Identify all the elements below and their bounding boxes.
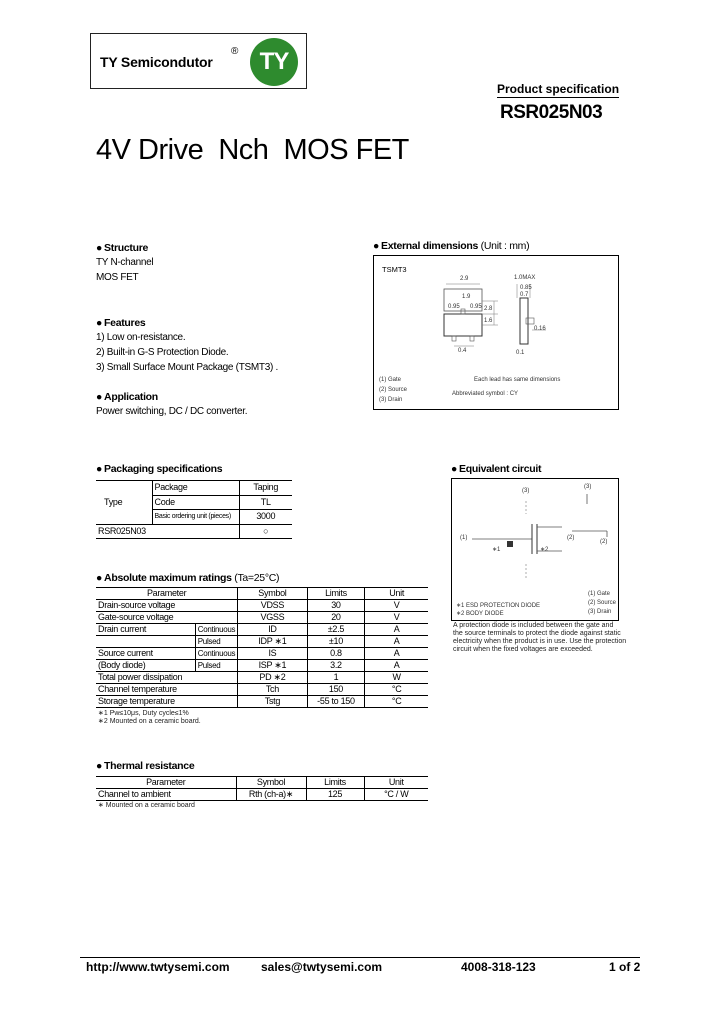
thermal-heading: ● Thermal resistance — [96, 760, 195, 772]
table-cell: 1 — [307, 672, 365, 684]
table-cell: VDSS — [238, 600, 307, 612]
lead-note: Each lead has same dimensions — [474, 377, 561, 383]
dimension-label: 2.8 — [484, 306, 493, 312]
abs-max-table — [96, 587, 428, 708]
table-cell: Drain-source voltage — [98, 600, 176, 610]
table-cell: °C — [365, 684, 428, 696]
table-cell: V — [365, 600, 428, 612]
feature-item: 3) Small Surface Mount Package (TSMT3) . — [96, 362, 278, 373]
table-cell: Storage temperature — [98, 696, 175, 706]
table-cell: Package — [152, 481, 239, 496]
table-cell: V — [365, 612, 428, 624]
feature-item: 2) Built-in G-S Protection Diode. — [96, 347, 229, 358]
packaging-heading: ● Packaging specifications — [96, 463, 223, 475]
abs-max-heading: ● Absolute maximum ratings (Ta=25°C) — [96, 572, 280, 584]
column-header: Parameter — [146, 588, 187, 598]
column-header: Unit — [364, 777, 428, 789]
column-header: Parameter — [146, 777, 186, 787]
table-cell: 20 — [307, 612, 365, 624]
table-cell: TL — [239, 495, 292, 510]
abs-max-footnote: ∗2 Mounted on a ceramic board. — [98, 718, 201, 725]
circuit-note-line: circuit when the fixed voltages are exceeded. — [453, 646, 593, 653]
dimensions-panel — [373, 255, 619, 410]
registered-mark: ® — [231, 46, 239, 57]
table-cell: (Body diode) — [98, 660, 146, 670]
table-cell: Source current — [98, 648, 153, 658]
pin-label: (1) Gate — [379, 377, 402, 383]
structure-heading: ● Structure — [96, 242, 149, 254]
table-row — [96, 660, 428, 672]
table-row — [96, 612, 428, 624]
column-header: Unit — [365, 588, 428, 600]
column-header: Limits — [306, 777, 364, 789]
package-outline-drawing — [374, 256, 620, 411]
dimension-label: 0.95 — [448, 304, 460, 310]
table-cell: ID — [238, 624, 307, 636]
table-cell: 150 — [307, 684, 365, 696]
dimension-label: 1.9 — [462, 294, 471, 300]
pin-label: (3) Drain — [379, 397, 403, 403]
table-cell: RSR025N03 — [98, 525, 146, 536]
diode-marker: ∗2 — [540, 547, 549, 553]
table-row — [96, 648, 428, 660]
table-cell: Basic ordering unit (pieces) — [152, 510, 239, 525]
table-cell: Taping — [239, 481, 292, 496]
table-cell: Total power dissipation — [98, 672, 183, 682]
table-cell: PD ∗2 — [238, 672, 307, 684]
part-number: RSR025N03 — [500, 102, 603, 123]
table-row — [96, 636, 428, 648]
pin-number: (1) — [460, 535, 468, 541]
table-row — [96, 696, 428, 708]
dimension-label: 2.9 — [460, 276, 469, 282]
dimension-label: 0.85 — [520, 285, 532, 291]
dimension-label: 0.4 — [458, 348, 467, 354]
pin-label: (2) Source — [379, 387, 408, 393]
table-row — [96, 600, 428, 612]
diode-marker: ∗1 — [492, 547, 501, 553]
pin-number: (3) — [522, 488, 530, 494]
table-cell: 0.8 — [307, 648, 365, 660]
spec-label: Product specification — [497, 82, 620, 96]
application-heading: ● Application — [96, 391, 158, 403]
email-link[interactable]: sales@twtysemi.com — [261, 960, 383, 974]
document-title: 4V Drive Nch MOS FET — [96, 134, 409, 166]
column-header: Symbol — [236, 777, 306, 789]
table-cell: Pulsed — [195, 660, 237, 672]
website-link[interactable]: http://www.twtysemi.com — [86, 960, 230, 974]
symbol-note: Abbreviated symbol : CY — [452, 391, 519, 397]
table-cell: 30 — [307, 600, 365, 612]
table-cell: Continuous — [195, 624, 237, 636]
package-label: TSMT3 — [382, 265, 407, 274]
diode-note: ∗2 BODY DIODE — [456, 611, 504, 617]
table-cell: A — [365, 648, 428, 660]
dimension-label: 0.95 — [470, 304, 482, 310]
table-cell: Channel temperature — [98, 684, 177, 694]
feature-item: 1) Low on-resistance. — [96, 332, 186, 343]
company-name: TY Semicondutor — [100, 54, 213, 70]
table-cell: 125 — [306, 789, 364, 801]
equivalent-circuit-panel — [451, 478, 619, 621]
table-cell: A — [365, 660, 428, 672]
table-cell: -55 to 150 — [307, 696, 365, 708]
table-cell: ISP ∗1 — [238, 660, 307, 672]
table-cell: W — [365, 672, 428, 684]
table-row — [96, 672, 428, 684]
table-cell: ±10 — [307, 636, 365, 648]
column-header: Symbol — [238, 588, 307, 600]
table-row — [96, 789, 428, 801]
circuit-note-line: the source terminals to protect the diode against static — [453, 630, 621, 637]
table-cell: VGSS — [238, 612, 307, 624]
dimensions-heading: ● External dimensions (Unit : mm) — [373, 240, 530, 252]
table-cell: 3000 — [239, 510, 292, 525]
pin-label: (1) Gate — [588, 591, 611, 597]
table-cell — [96, 636, 195, 648]
table-cell: Channel to ambient — [98, 789, 171, 799]
packaging-table — [96, 480, 292, 539]
dimension-label: 0.1 — [516, 350, 525, 356]
pin-label: (3) Drain — [588, 609, 612, 615]
thermal-table — [96, 776, 428, 801]
table-cell: A — [365, 624, 428, 636]
circuit-note-line: A protection diode is included between the gate and — [453, 622, 614, 629]
column-header: Limits — [307, 588, 365, 600]
thermal-footnote: ∗ Mounted on a ceramic board — [98, 802, 195, 809]
table-cell: IS — [238, 648, 307, 660]
table-cell: Drain current — [98, 624, 147, 634]
diode-note: ∗1 ESD PROTECTION DIODE — [456, 603, 541, 609]
table-cell: IDP ∗1 — [238, 636, 307, 648]
footer-divider — [80, 957, 640, 958]
dimension-label: 0.16 — [534, 326, 546, 332]
table-cell: Code — [152, 495, 239, 510]
table-cell: A — [365, 636, 428, 648]
table-row — [96, 624, 428, 636]
pin-number: (3) — [584, 484, 592, 490]
pin-label: (2) Source — [588, 600, 617, 606]
table-row — [96, 684, 428, 696]
table-cell: Continuous — [195, 648, 237, 660]
abs-max-footnote: ∗1 Pw≤10μs, Duty cycle≤1% — [98, 710, 189, 717]
table-cell: °C — [365, 696, 428, 708]
structure-line-2: MOS FET — [96, 272, 139, 283]
table-cell: Rth (ch-a)∗ — [236, 789, 306, 801]
company-logo: TY — [250, 38, 298, 86]
features-heading: ● Features — [96, 317, 146, 329]
packaging-type-label: Type — [104, 496, 123, 507]
header-divider — [497, 97, 619, 98]
table-cell: 3.2 — [307, 660, 365, 672]
table-cell: ○ — [239, 524, 292, 539]
application-text: Power switching, DC / DC converter. — [96, 406, 248, 417]
table-cell: Gate-source voltage — [98, 612, 174, 622]
circuit-note-line: electricity when the product is in use. Use the protection — [453, 638, 627, 645]
dimension-label: 1.6 — [484, 318, 493, 324]
page-number: 1 of 2 — [609, 960, 641, 974]
equivalent-circuit-heading: ● Equivalent circuit — [451, 463, 542, 475]
table-cell: Tch — [238, 684, 307, 696]
pin-number: (2) — [567, 535, 575, 541]
table-cell: Tstg — [238, 696, 307, 708]
phone-number: 4008-318-123 — [461, 960, 536, 974]
structure-line-1: TY N-channel — [96, 257, 154, 268]
table-cell: Pulsed — [195, 636, 237, 648]
table-cell: °C / W — [364, 789, 428, 801]
table-cell: ±2.5 — [307, 624, 365, 636]
pin-number: (2) — [600, 539, 608, 545]
dimension-label: 1.0MAX — [514, 275, 536, 281]
dimension-label: 0.7 — [520, 292, 529, 298]
